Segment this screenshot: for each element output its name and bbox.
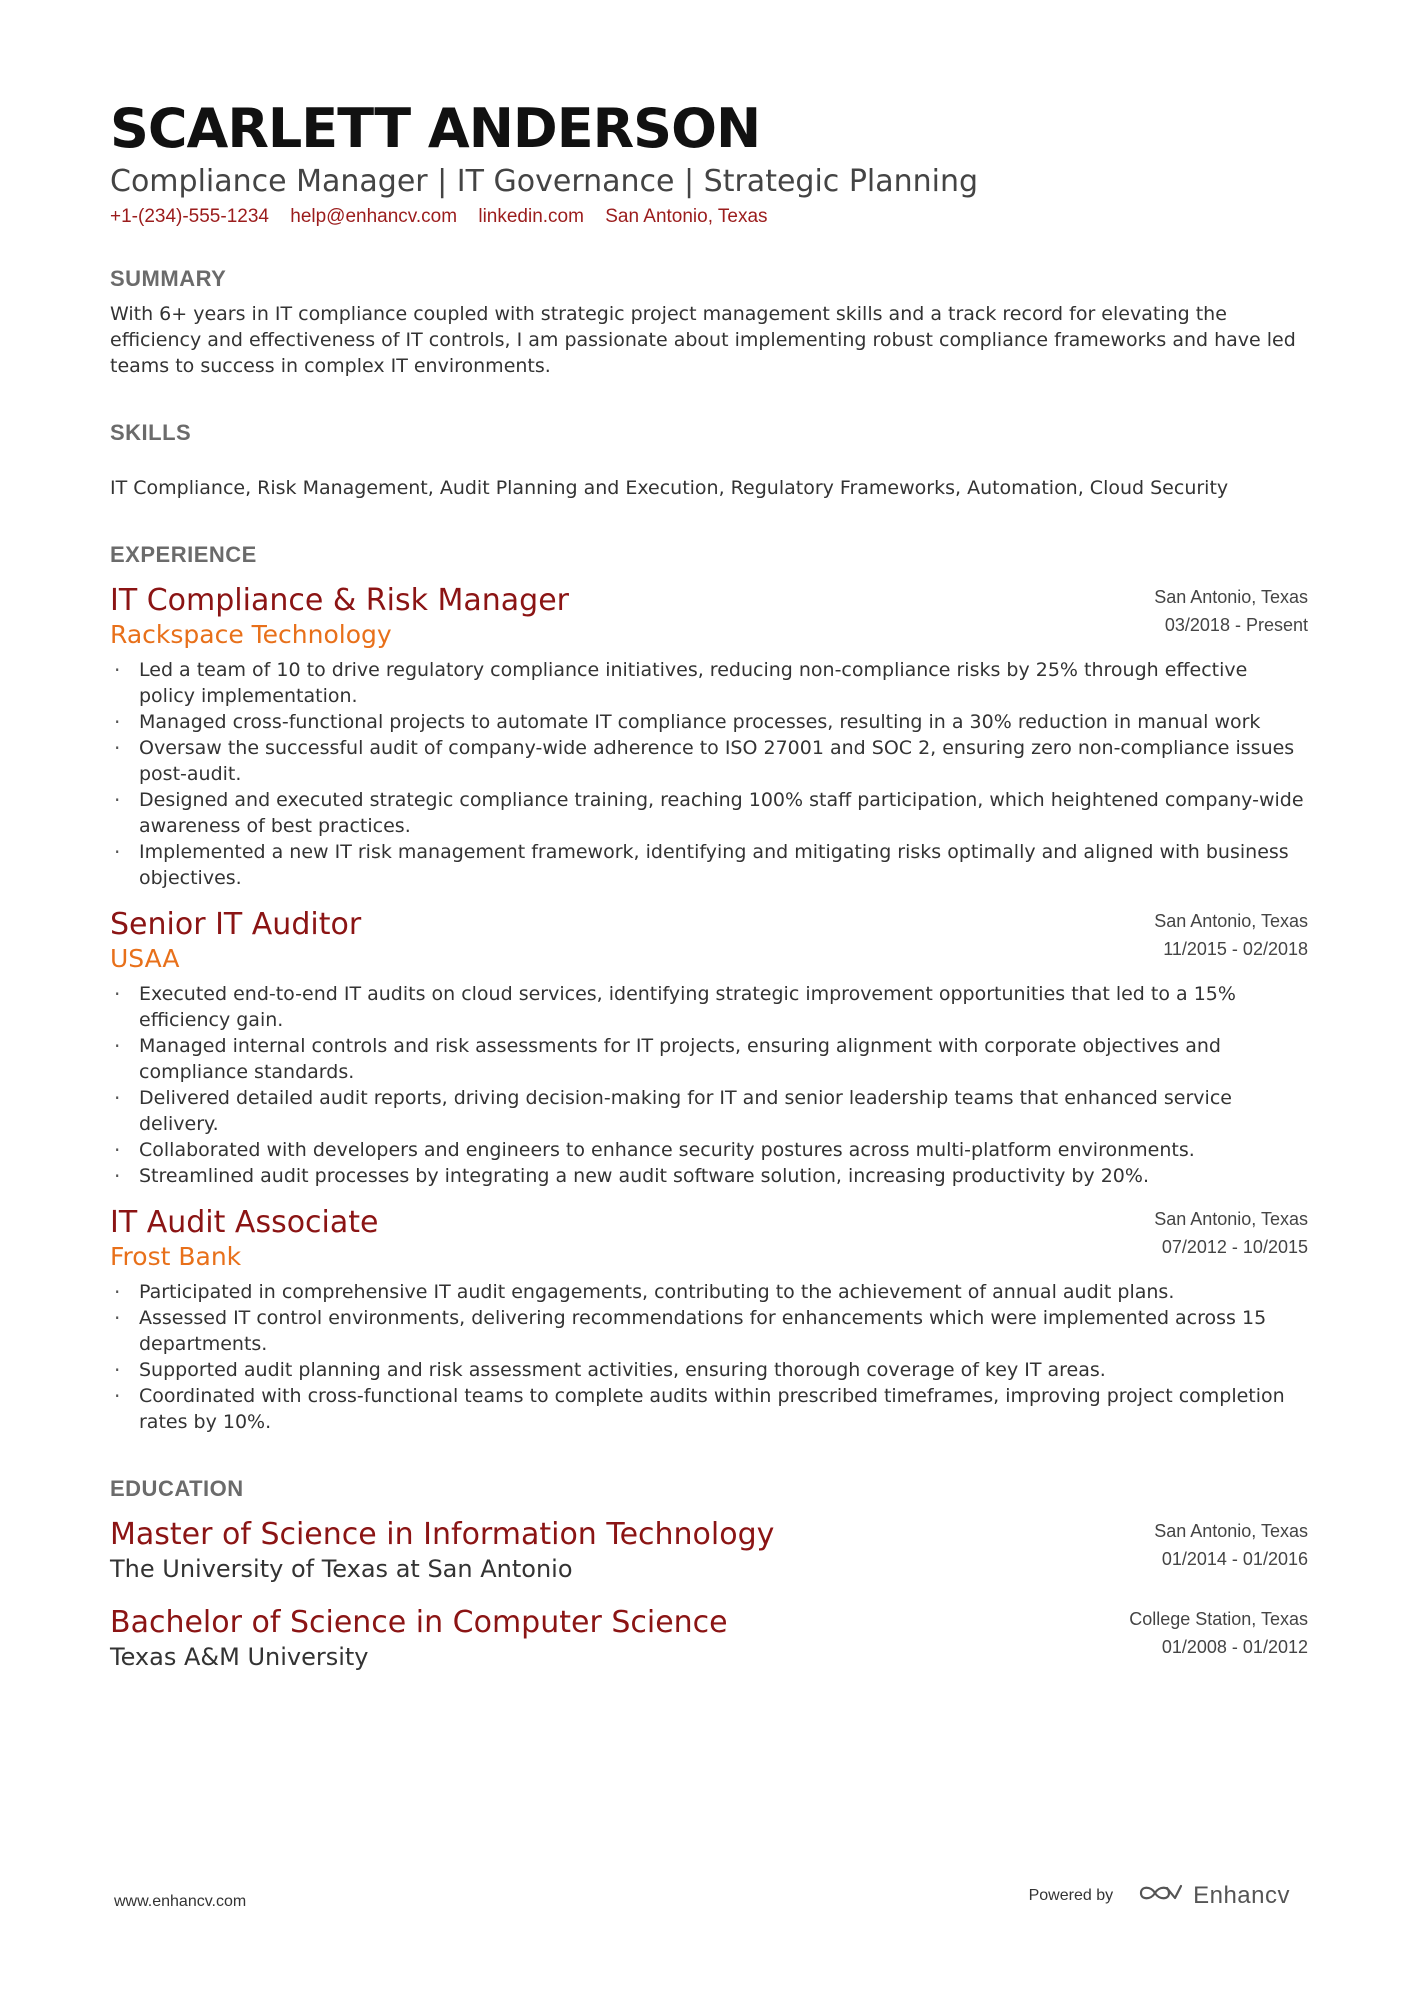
enhancv-logo-icon [1137, 1880, 1183, 1911]
list-item: · Managed internal controls and risk assessments for IT projects, ensuring alignment with corporate objectives and compliance standards. [110, 1033, 1308, 1085]
job-company: Frost Bank [110, 1242, 242, 1271]
job-entry [110, 583, 1308, 891]
job-location: San Antonio, Texas [1154, 587, 1308, 607]
email-link[interactable]: help@enhancv.com [290, 206, 458, 227]
job-title: Senior IT Auditor [110, 907, 362, 942]
school-name: Texas A&M University [110, 1643, 369, 1671]
job-bullets [110, 1279, 1308, 1435]
brand-name: Enhancv [1193, 1881, 1290, 1909]
summary-section [110, 265, 1308, 379]
job-location: San Antonio, Texas [1154, 911, 1308, 931]
list-item: · Implemented a new IT risk management framework, identifying and mitigating risks optimally and aligned with business objectives. [110, 839, 1308, 891]
job-dates: 03/2018 - Present [1164, 615, 1308, 635]
job-dates: 11/2015 - 02/2018 [1163, 939, 1308, 959]
powered-by-label: Powered by [1028, 1886, 1114, 1904]
skills-section [110, 419, 1308, 501]
education-location: College Station, Texas [1129, 1609, 1308, 1629]
list-item: · Collaborated with developers and engineers to enhance security postures across multi-platform environments. [110, 1137, 1308, 1163]
education-heading: EDUCATION [110, 1476, 244, 1501]
linkedin-link[interactable]: linkedin.com [478, 206, 584, 227]
education-dates: 01/2014 - 01/2016 [1161, 1549, 1308, 1569]
candidate-name: SCARLETT ANDERSON [110, 97, 761, 160]
list-item: · Coordinated with cross-functional teams to complete audits within prescribed timeframes, improving project completion rates by 10%. [110, 1383, 1308, 1435]
skills-heading: SKILLS [110, 420, 192, 445]
job-bullets [110, 981, 1308, 1189]
list-item: · Managed cross-functional projects to automate IT compliance processes, resulting in a 30% reduction in manual work [110, 709, 1308, 735]
education-location: San Antonio, Texas [1154, 1521, 1308, 1541]
contact-row [110, 205, 1308, 229]
education-dates: 01/2008 - 01/2012 [1161, 1637, 1308, 1657]
job-title: IT Audit Associate [110, 1205, 379, 1240]
skills-text: IT Compliance, Risk Management, Audit Planning and Execution, Regulatory Frameworks, Automation, Cloud Security [110, 477, 1229, 499]
experience-section [110, 541, 1308, 1435]
summary-heading: SUMMARY [110, 266, 227, 291]
job-location: San Antonio, Texas [1154, 1209, 1308, 1229]
resume-page [110, 96, 1308, 1673]
list-item: · Executed end-to-end IT audits on cloud services, identifying strategic improvement opportunities that led to a 15% efficiency gain. [110, 981, 1308, 1033]
phone-link[interactable]: +1-(234)-555-1234 [110, 206, 269, 227]
location-text: San Antonio, Texas [605, 206, 768, 227]
job-entry [110, 907, 1308, 1189]
list-item: · Delivered detailed audit reports, driving decision-making for IT and senior leadership teams that enhanced service delivery. [110, 1085, 1308, 1137]
list-item: · Assessed IT control environments, delivering recommendations for enhancements which were implemented across 15 departments. [110, 1305, 1308, 1357]
list-item: · Led a team of 10 to drive regulatory compliance initiatives, reducing non-compliance risks by 25% through effective policy implementation. [110, 657, 1308, 709]
experience-heading: EXPERIENCE [110, 542, 257, 567]
summary-text: With 6+ years in IT compliance coupled with strategic project management skills and a track record for elevating the efficiency and effectiveness of IT controls, I am passionate about implementing robust compliance frameworks and have led teams to success in complex IT environments. [110, 303, 1296, 377]
job-title: IT Compliance & Risk Manager [110, 583, 569, 618]
list-item: · Designed and executed strategic compliance training, reaching 100% staff participation, which heightened company-wide awareness of best practices. [110, 787, 1308, 839]
list-item: · Oversaw the successful audit of company-wide adherence to ISO 27001 and SOC 2, ensuring zero non-compliance issues post-audit. [110, 735, 1308, 787]
job-company: Rackspace Technology [110, 620, 392, 649]
footer-website[interactable]: www.enhancv.com [114, 1893, 247, 1910]
list-item: · Supported audit planning and risk assessment activities, ensuring thorough coverage of key IT areas. [110, 1357, 1308, 1383]
education-section [110, 1475, 1308, 1673]
candidate-title: Compliance Manager | IT Governance | Strategic Planning [110, 164, 979, 199]
footer-branding [1029, 1880, 1290, 1911]
school-name: The University of Texas at San Antonio [110, 1555, 573, 1583]
list-item: · Streamlined audit processes by integrating a new audit software solution, increasing productivity by 20%. [110, 1163, 1308, 1189]
degree-title: Bachelor of Science in Computer Science [110, 1605, 728, 1640]
job-bullets [110, 657, 1308, 891]
education-entry [110, 1605, 1308, 1673]
job-entry [110, 1205, 1308, 1435]
education-entry [110, 1517, 1308, 1585]
job-company: USAA [110, 944, 180, 973]
degree-title: Master of Science in Information Technology [110, 1517, 775, 1552]
job-dates: 07/2012 - 10/2015 [1161, 1237, 1308, 1257]
list-item: · Participated in comprehensive IT audit engagements, contributing to the achievement of annual audit plans. [110, 1279, 1308, 1305]
